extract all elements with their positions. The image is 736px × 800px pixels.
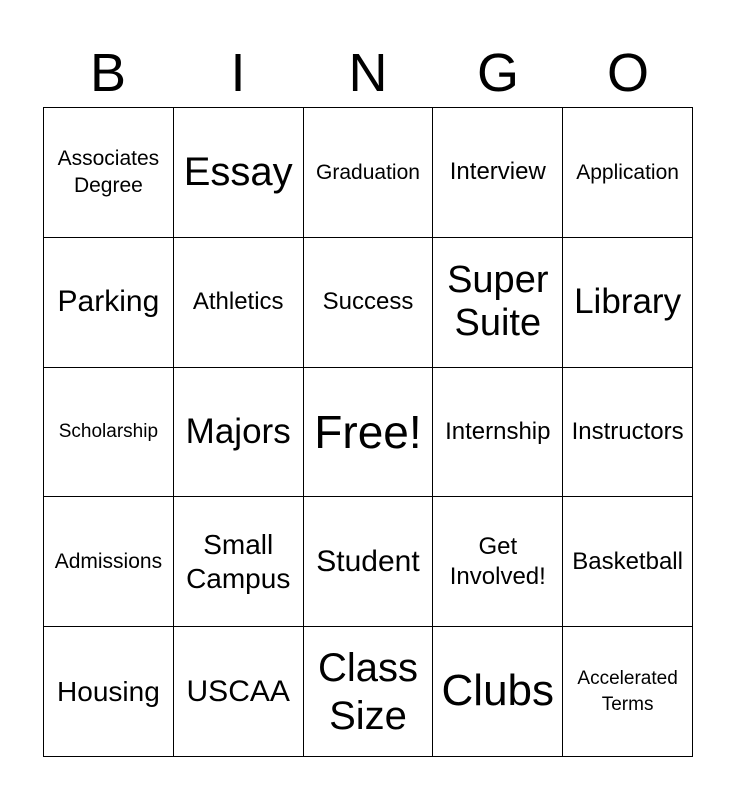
- cell-label: Interview: [449, 158, 546, 186]
- header-letter-g: G: [476, 43, 519, 103]
- bingo-cell-r2-c4[interactable]: [433, 238, 563, 368]
- bingo-cell-r4-c5[interactable]: [563, 497, 693, 627]
- cell-label: Clubs: [441, 666, 555, 716]
- bingo-cell-r4-c4[interactable]: [433, 497, 563, 627]
- bingo-cell-r3-c3[interactable]: [304, 368, 434, 498]
- cell-label: Essay: [183, 150, 293, 195]
- bingo-cell-r2-c5[interactable]: [563, 238, 693, 368]
- bingo-cell-r1-c2[interactable]: [174, 108, 304, 238]
- bingo-cell-r1-c4[interactable]: [433, 108, 563, 238]
- header-letter-b: B: [89, 43, 127, 103]
- cell-label: Majors: [185, 411, 291, 451]
- bingo-cell-r1-c3[interactable]: [304, 108, 434, 238]
- header-letter-o: O: [606, 43, 649, 103]
- cell-label: Application: [576, 160, 679, 184]
- cell-label: Super Suite: [447, 258, 549, 345]
- bingo-cell-r1-c5[interactable]: [563, 108, 693, 238]
- bingo-cell-r5-c3[interactable]: [304, 627, 434, 757]
- bingo-cell-r3-c4[interactable]: [433, 368, 563, 498]
- bingo-cell-r2-c2[interactable]: [174, 238, 304, 368]
- cell-label: Scholarship: [58, 421, 159, 443]
- cell-label: Small Campus: [186, 529, 291, 594]
- cell-label: Library: [574, 282, 682, 322]
- cell-label: Student: [316, 544, 420, 578]
- cell-label: Instructors: [571, 417, 684, 445]
- bingo-cell-r1-c1[interactable]: [44, 108, 174, 238]
- cell-label: Success: [322, 288, 414, 316]
- bingo-cell-r4-c1[interactable]: [44, 497, 174, 627]
- bingo-cell-r5-c5[interactable]: [563, 627, 693, 757]
- bingo-cell-r5-c1[interactable]: [44, 627, 174, 757]
- bingo-cell-r3-c1[interactable]: [44, 368, 174, 498]
- bingo-cell-r3-c5[interactable]: [563, 368, 693, 498]
- cell-label: Class Size: [317, 645, 418, 738]
- bingo-cell-r5-c2[interactable]: [174, 627, 304, 757]
- bingo-cell-r4-c2[interactable]: [174, 497, 304, 627]
- cell-label: Get Involved!: [449, 532, 546, 590]
- cell-label: Associates Degree: [57, 147, 160, 198]
- bingo-cell-r4-c3[interactable]: [304, 497, 434, 627]
- cell-label: Graduation: [316, 160, 420, 184]
- cell-label: Athletics: [192, 288, 284, 316]
- cell-label: Free!: [314, 405, 422, 458]
- bingo-header: [43, 40, 693, 106]
- header-letter-n: N: [348, 43, 388, 103]
- cell-label: Internship: [445, 417, 551, 445]
- bingo-cell-r2-c1[interactable]: [44, 238, 174, 368]
- cell-label: Basketball: [572, 547, 683, 575]
- cell-label: Housing: [57, 675, 160, 707]
- bingo-cell-r2-c3[interactable]: [304, 238, 434, 368]
- bingo-cell-r3-c2[interactable]: [174, 368, 304, 498]
- bingo-board: [43, 107, 693, 757]
- cell-label: USCAA: [186, 674, 290, 708]
- cell-label: Parking: [57, 285, 160, 319]
- cell-label: Accelerated Terms: [577, 667, 678, 715]
- bingo-cell-r5-c4[interactable]: [433, 627, 563, 757]
- cell-label: Admissions: [54, 550, 163, 574]
- header-letter-i: I: [230, 43, 246, 103]
